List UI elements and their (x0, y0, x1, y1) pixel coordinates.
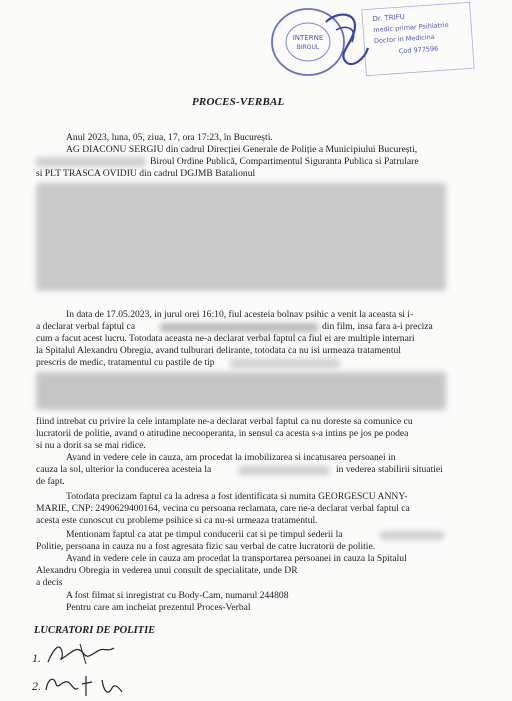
redacted-region (36, 372, 446, 410)
p4-line-2: MARIE, CNP: 2490629400164, vecina cu persoana reclamata, care ne-a declarat verbal faptul ca (36, 503, 410, 514)
official-stamp (268, 2, 478, 86)
p6-line-2: Alexandru Obregia in vederea unui consult de specialitate, unde DR (36, 565, 298, 576)
p1-line-2a: a declarat verbal faptul ca (36, 321, 136, 332)
signature-1 (44, 638, 124, 668)
intro-line-1: Anul 2023, luna, 05, ziua, 17, ora 17:23, în București. (66, 132, 273, 143)
p8-closing: Pentru care am incheiat prezentul Proces-Verbal (66, 602, 251, 613)
p2-line-2: lucratorii de politie, avand o atitudine necooperanta, in sensul ca acesta s-a intins pe jos pe podea (36, 428, 409, 439)
signature-2-label: 2. (32, 679, 41, 693)
svg-text:Doctor in Medicina: Doctor in Medicina (373, 32, 436, 46)
redacted-block (238, 466, 330, 475)
p7-bodycam: A fost filmat si inregistrat cu Body-Cam, numarul 244808 (66, 590, 289, 601)
svg-text:INTERNE: INTERNE (292, 34, 324, 42)
p3-line-2b: in vederea stabilirii situatiei (336, 464, 443, 475)
redacted-block (160, 323, 318, 332)
svg-text:medic primar Psihiatrie: medic primar Psihiatrie (372, 20, 449, 35)
p2-line-1: fiind intrebat cu privire la cele intamplate ne-a declarat verbal faptul ca nu doreste sa comunice cu (36, 416, 413, 427)
signatures-heading: LUCRATORI DE POLITIE (34, 625, 156, 636)
redacted-block (36, 157, 146, 167)
p1-line-5: prescris de medic, tratamentul cu pastile de tip (36, 357, 215, 368)
p3-line-2a: cauza la sol, ulterior la conducerea acesteia la (36, 464, 212, 475)
p1-line-1: In data de 17.05.2023, in jurul orei 16:10, fiul acesteia bolnav psihic a venit la aceasta si i- (66, 309, 414, 320)
p1-line-4: la Spitalul Alexandru Obregia, avand tulburari delirante, totodata ca nu isi urmeaza tratamentul (36, 345, 401, 356)
document-title: PROCES-VERBAL (192, 96, 285, 108)
p2-line-3: si nu a dorit sa se mai ridice. (36, 440, 146, 451)
p3-line-1: Avand in vedere cele in cauza, am procedat la imobilizarea si incatusarea persoanei in (66, 452, 396, 463)
p6-line-1: Avand in vedere cele in cauza am procedat la transportarea persoanei in cauza la Spitalul (66, 553, 407, 564)
p6-line-3: a decis (36, 577, 63, 588)
signature-2 (42, 670, 132, 700)
svg-text:BIROUL: BIROUL (296, 44, 320, 51)
redacted-region (36, 183, 446, 291)
intro-line-3: Biroul Ordine Publică, Compartimentul Siguranta Publica si Patrulare (150, 156, 419, 167)
intro-line-4: si PLT TRASCA OVIDIU din cadrul DGJMB Batalionul (36, 168, 256, 179)
p3-line-3: de fapt. (36, 476, 65, 487)
signature-1-label: 1. (32, 651, 41, 665)
redacted-block (230, 359, 340, 368)
p1-line-3: cum a facut acest lucru. Totodata aceasta ne-a declarat verbal faptul ca fiul ei are multiple internari (36, 333, 415, 344)
p5-line-1: Mentionam faptul ca atat pe timpul conducerii cat si pe timpul sederii la (66, 529, 343, 540)
p4-line-1: Totodata precizam faptul ca la adresa a fost identificata si numita GEORGESCU ANNY- (66, 491, 408, 502)
p1-line-2b: din film, insa fara a-i preciza (322, 321, 433, 332)
intro-line-2: AG DIACONU SERGIU din cadrul Direcției Generale de Poliție a Municipiului București, (66, 144, 418, 155)
svg-text:Cod 977596: Cod 977596 (398, 44, 439, 56)
svg-text:Dr. TRIFU: Dr. TRIFU (372, 12, 406, 24)
redacted-block (380, 531, 444, 540)
p4-line-3: acesta este cunoscut cu probleme psihice si ca nu-si urmeaza tratamentul. (36, 515, 318, 526)
p5-line-2: Politie, persoana in cauza nu a fost agresata fizic sau verbal de catre lucratorii de politie. (36, 541, 376, 552)
